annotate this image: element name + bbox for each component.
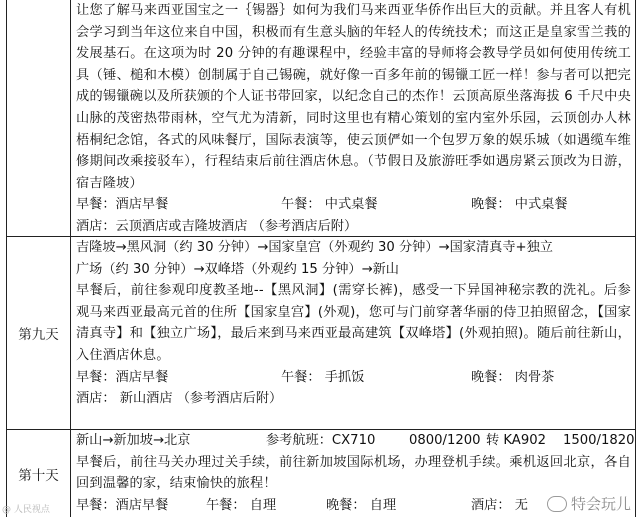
day8-dinner: 晚餐： 中式桌餐 — [471, 197, 568, 213]
day10-route-flight — [76, 430, 635, 452]
day9-lunch: 午餐： 手抓饭 — [281, 369, 365, 385]
day8-breakfast: 早餐：酒店早餐 — [76, 197, 169, 213]
day9-breakfast: 早餐：酒店早餐 — [76, 369, 169, 385]
watermark-logo — [544, 493, 634, 514]
day9-dinner: 晚餐： 肉骨茶 — [471, 369, 555, 385]
day10-label: 第十天 — [7, 430, 71, 517]
itinerary-table — [6, 0, 636, 517]
day8-lunch: 午餐： 中式桌餐 — [281, 197, 378, 213]
day10-row — [7, 430, 635, 517]
day10-hotel: 酒店： 无 — [471, 497, 528, 513]
day9-row — [7, 237, 635, 430]
day9-meals — [76, 367, 631, 389]
watermark-left — [2, 502, 50, 515]
day9-content — [76, 237, 631, 410]
watermark-left-text: @ 人民视点 — [2, 505, 50, 515]
day9-route-line2: 广场（约 30 分钟）→双峰塔（外观约 15 分钟）→新山 — [76, 261, 399, 277]
day10-time1: 0800/1200 — [409, 433, 481, 448]
day9-hotel: 酒店： 新山酒店 （参考酒店后附） — [76, 391, 283, 407]
day10-transfer: 转 KA902 — [486, 433, 546, 448]
day10-description: 早餐后，前往马关办理过关手续，前往新加坡国际机场，办理登机手续。乘机返回北京，各自回到温馨的家，结束愉快的旅程！ — [76, 454, 631, 492]
day8-content — [76, 0, 631, 238]
day9-route-line1: 吉隆坡→黑风洞（约 30 分钟）→国家皇宫（外观约 30 分钟）→国家清真寺+独立 — [76, 240, 553, 255]
day10-time2: 1500/1820 — [563, 433, 635, 448]
day8-description: 让您了解马来西亚国宝之一｛锡器｝如何为我们马来西亚华侨作出巨大的贡献。并且客人有机会学习到当年这位来自中国，积极而有生意头脑的年轻人的传统技术；而这正是皇家雪兰莪的发展基石。在这项为时 20 分钟的有趣课程中，经验丰富的导师将会教导学员如何使用传统工具（锤、槌和木模）创制属于自己锡碗，就好像一百多年前的锡镴工匠一样！参与者可以把完成的锡镴碗以及所获颁的个人证书带回家，以纪念自己的杰作！云顶高原坐落海拔 6 千尺中央山脉的茂密热带雨林，空气尤为清新，同时这里也有精心策划的室内室外乐园，云顶创办人林梧桐纪念馆，各式的风味餐厅，国际表演等，使云顶俨如一个包罗万象的娱乐城（如遇缆车维修期间改乘接驳车），行程结束后前往酒店休息。（节假日及旅游旺季如遇房紧云顶改为日游，宿吉隆坡） — [76, 3, 631, 191]
day10-route: 新山→新加坡→北京 — [76, 433, 191, 448]
day10-flight: 参考航班：CX710 — [266, 433, 376, 448]
day10-dinner: 晚餐： 自理 — [326, 497, 397, 513]
day9-label: 第九天 — [7, 237, 71, 429]
day8-label-cell — [7, 0, 71, 236]
day10-lunch: 午餐： 自理 — [206, 497, 277, 513]
day9-description: 早餐后，前往参观印度教圣地--【黑风洞】(需穿长裤)，感受一下异国神秘宗教的洗礼。后参观马来西亚最高元首的住所【国家皇宫】(外观)，您可与门前穿著华丽的侍卫拍照留念，【国家清真寺】和【独立广场】，最后来到马来西亚最高建筑【双峰塔】(外观拍照)。随后前往新山，入住酒店休息。 — [76, 283, 631, 363]
day8-meals — [76, 194, 631, 216]
watermark-logo-text: 特会玩儿 — [570, 495, 631, 513]
day8-hotel: 酒店：云顶酒店或吉隆坡酒店 （参考酒店后附） — [76, 218, 358, 234]
day10-breakfast: 早餐：酒店早餐 — [76, 497, 169, 513]
speech-bubble-icon — [547, 496, 567, 512]
day8-row — [7, 0, 635, 237]
